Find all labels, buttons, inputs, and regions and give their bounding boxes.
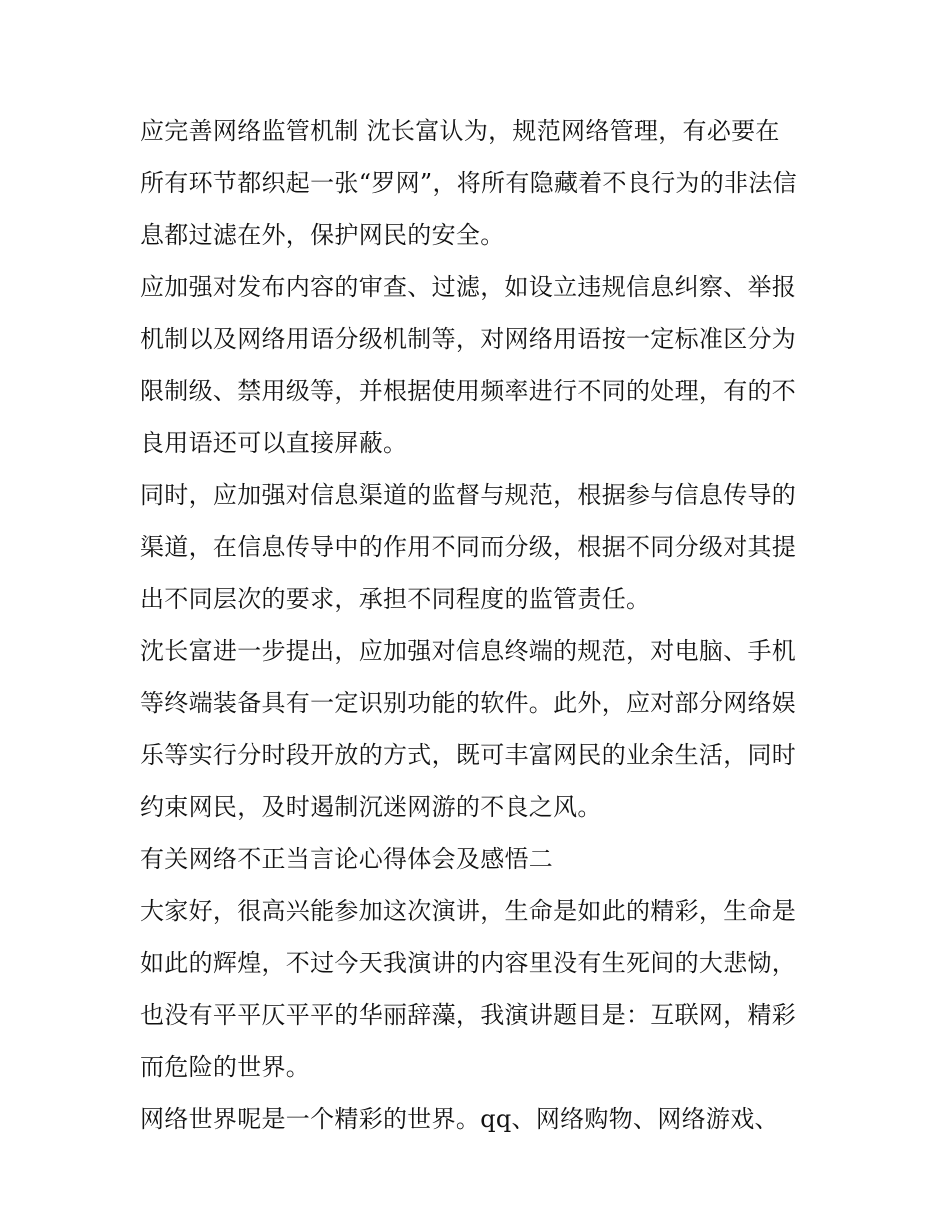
- paragraph-network-world: [140, 1093, 820, 1145]
- text-line: 出不同层次的要求，承担不同程度的监管责任。: [140, 585, 651, 613]
- text-line: 同时，应加强对信息渠道的监督与规范，根据参与信息传导的: [140, 481, 797, 509]
- section-heading: [140, 833, 820, 885]
- text-line: 乐等实行分时段开放的方式，既可丰富网民的业余生活，同时: [140, 741, 797, 769]
- text-line: 如此的辉煌，不过今天我演讲的内容里没有生死间的大悲恸，: [140, 949, 797, 977]
- paragraph-speech-intro: [140, 885, 820, 1093]
- text-line: 限制级、禁用级等，并根据使用频率进行不同的处理，有的不: [140, 377, 797, 405]
- paragraph-terminal-regulation: [140, 625, 820, 833]
- paragraph-regulation-mechanism: [140, 105, 820, 261]
- text-line: 应完善网络监管机制 沈长富认为，规范网络管理，有必要在: [140, 117, 780, 145]
- section-title: 有关网络不正当言论心得体会及感悟二: [140, 845, 554, 873]
- text-line: 渠道，在信息传导中的作用不同而分级，根据不同分级对其提: [140, 533, 797, 561]
- document-body: [140, 105, 820, 1145]
- text-line: 大家好，很高兴能参加这次演讲，生命是如此的精彩，生命是: [140, 897, 797, 925]
- paragraph-channel-supervision: [140, 469, 820, 625]
- text-line: 所有环节都织起一张“罗网”，将所有隐藏着不良行为的非法信: [140, 169, 797, 197]
- text-line: 等终端装备具有一定识别功能的软件。此外，应对部分网络娱: [140, 689, 797, 717]
- text-line: 网络世界呢是一个精彩的世界。qq、网络购物、网络游戏、: [140, 1105, 779, 1133]
- paragraph-content-review: [140, 261, 820, 469]
- text-line: 息都过滤在外，保护网民的安全。: [140, 221, 505, 249]
- text-line: 机制以及网络用语分级机制等，对网络用语按一定标准区分为: [140, 325, 797, 353]
- text-line: 良用语还可以直接屏蔽。: [140, 429, 408, 457]
- text-line: 沈长富进一步提出，应加强对信息终端的规范，对电脑、手机: [140, 637, 797, 665]
- text-line: 应加强对发布内容的审查、过滤，如设立违规信息纠察、举报: [140, 273, 797, 301]
- text-line: 也没有平平仄平平的华丽辞藻，我演讲题目是：互联网，精彩: [140, 1001, 797, 1029]
- text-line: 约束网民，及时遏制沉迷网游的不良之风。: [140, 793, 602, 821]
- text-line: 而危险的世界。: [140, 1053, 311, 1081]
